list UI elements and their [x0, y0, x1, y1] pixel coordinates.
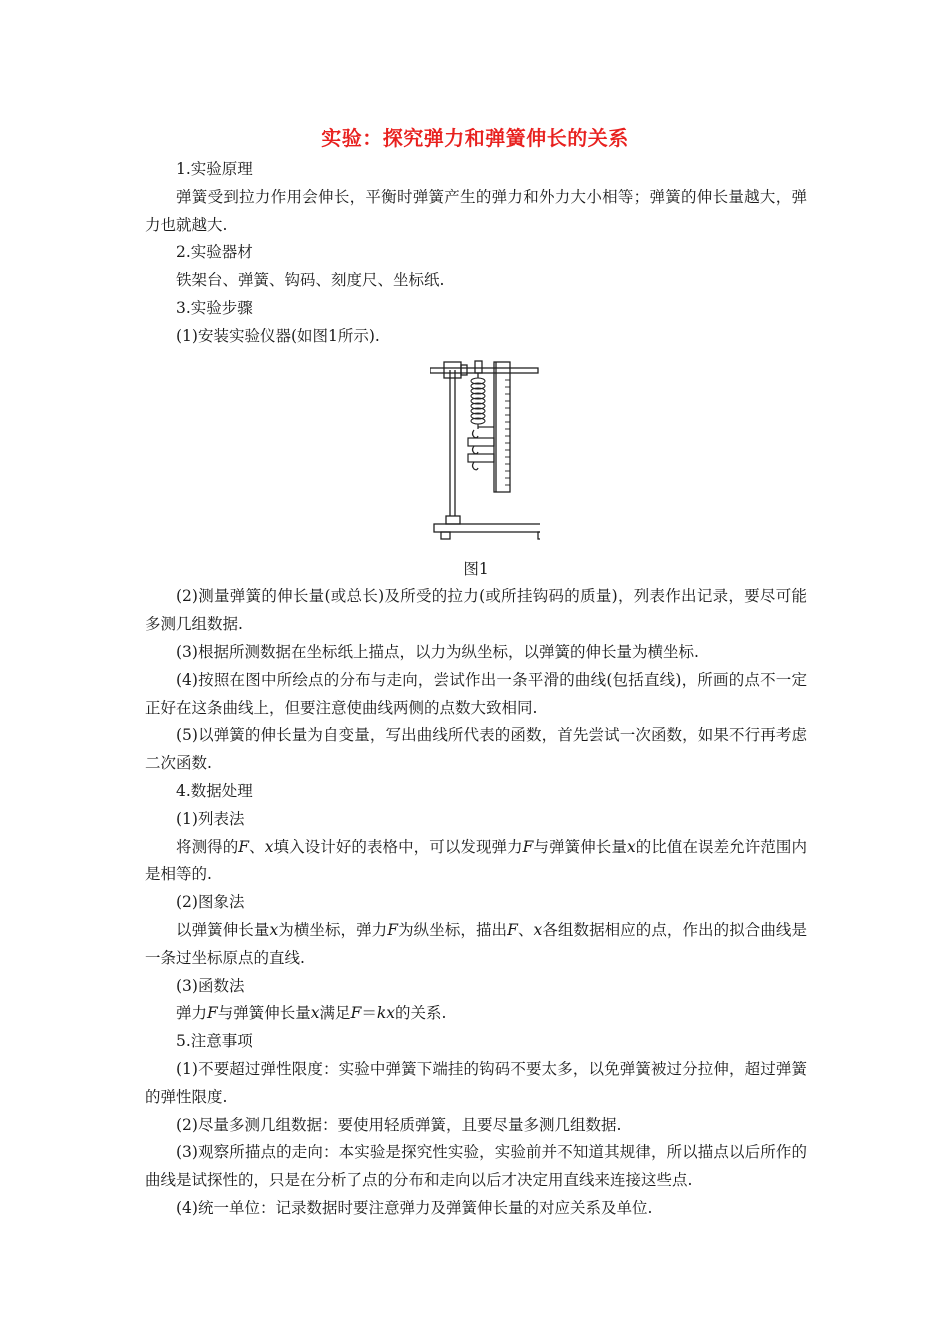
stand-base [434, 524, 540, 532]
method-table-text: 将测得的F、x填入设计好的表格中，可以发现弹力F与弹簧伸长量x的比值在误差允许范围内是相等的. [145, 837, 807, 884]
spring [471, 378, 485, 424]
method-table-heading: (1)列表法 [176, 809, 245, 828]
note-4: (4)统一单位：记录数据时要注意弹力及弹簧伸长量的对应关系及单位. [176, 1198, 653, 1217]
step-4: (4)按照在图中所绘点的分布与走向，尝试作出一条平滑的曲线(包括直线)，所画的点不一定正好在这条曲线上，但要注意使曲线两侧的点数大致相同. [145, 670, 807, 717]
top-bar [430, 368, 538, 373]
principle-text: 弹簧受到拉力作用会伸长，平衡时弹簧产生的弹力和外力大小相等；弹簧的伸长量越大，弹力也就越大. [145, 187, 807, 234]
method-function-heading: (3)函数法 [176, 976, 245, 995]
section-heading-data: 4.数据处理 [176, 781, 253, 800]
note-1: (1)不要超过弹性限度：实验中弹簧下端挂的钩码不要太多，以免弹簧被过分拉伸，超过弹簧的弹性限度. [145, 1059, 807, 1106]
document-title: 实验：探究弹力和弹簧伸长的关系 [321, 126, 629, 150]
equipment-text: 铁架台、弹簧、钩码、刻度尺、坐标纸. [176, 271, 445, 290]
section-heading-steps: 3.实验步骤 [176, 298, 253, 317]
method-function-text: 弹力F与弹簧伸长量x满足F＝kx的关系. [176, 1004, 447, 1023]
figure-caption: 图1 [463, 559, 489, 578]
step-3: (3)根据所测数据在坐标纸上描点，以力为纵坐标，以弹簧的伸长量为横坐标. [176, 642, 699, 661]
note-2: (2)尽量多测几组数据：要使用轻质弹簧，且要尽量多测几组数据. [176, 1115, 622, 1134]
method-graph-heading: (2)图象法 [176, 893, 245, 912]
section-heading-principle: 1.实验原理 [176, 160, 253, 178]
spring-apparatus-diagram [430, 356, 540, 548]
section-heading-notes: 5.注意事项 [176, 1032, 253, 1051]
step-5: (5)以弹簧的伸长量为自变量，写出曲线所代表的函数，首先尝试一次函数，如果不行再考虑二次函数. [145, 726, 807, 773]
section-heading-equipment: 2.实验器材 [176, 243, 253, 262]
hook-weights [468, 424, 494, 470]
step-1: (1)安装实验仪器(如图1所示). [176, 326, 380, 345]
note-3: (3)观察所描点的走向：本实验是探究性实验，实验前并不知道其规律，所以描点以后所作的曲线是试探性的，只是在分析了点的分布和走向以后才决定用直线来连接这些点. [145, 1143, 807, 1190]
step-2: (2)测量弹簧的伸长量(或总长)及所受的拉力(或所挂钩码的质量)，列表作出记录，要尽可能多测几组数据. [145, 587, 807, 634]
figure-1 [145, 356, 807, 556]
document-body [145, 156, 807, 1223]
method-graph-text: 以弹簧伸长量x为横坐标，弹力F为纵坐标，描出F、x各组数据相应的点，作出的拟合曲线是一条过坐标原点的直线. [145, 920, 807, 967]
ruler-ticks [505, 380, 510, 485]
